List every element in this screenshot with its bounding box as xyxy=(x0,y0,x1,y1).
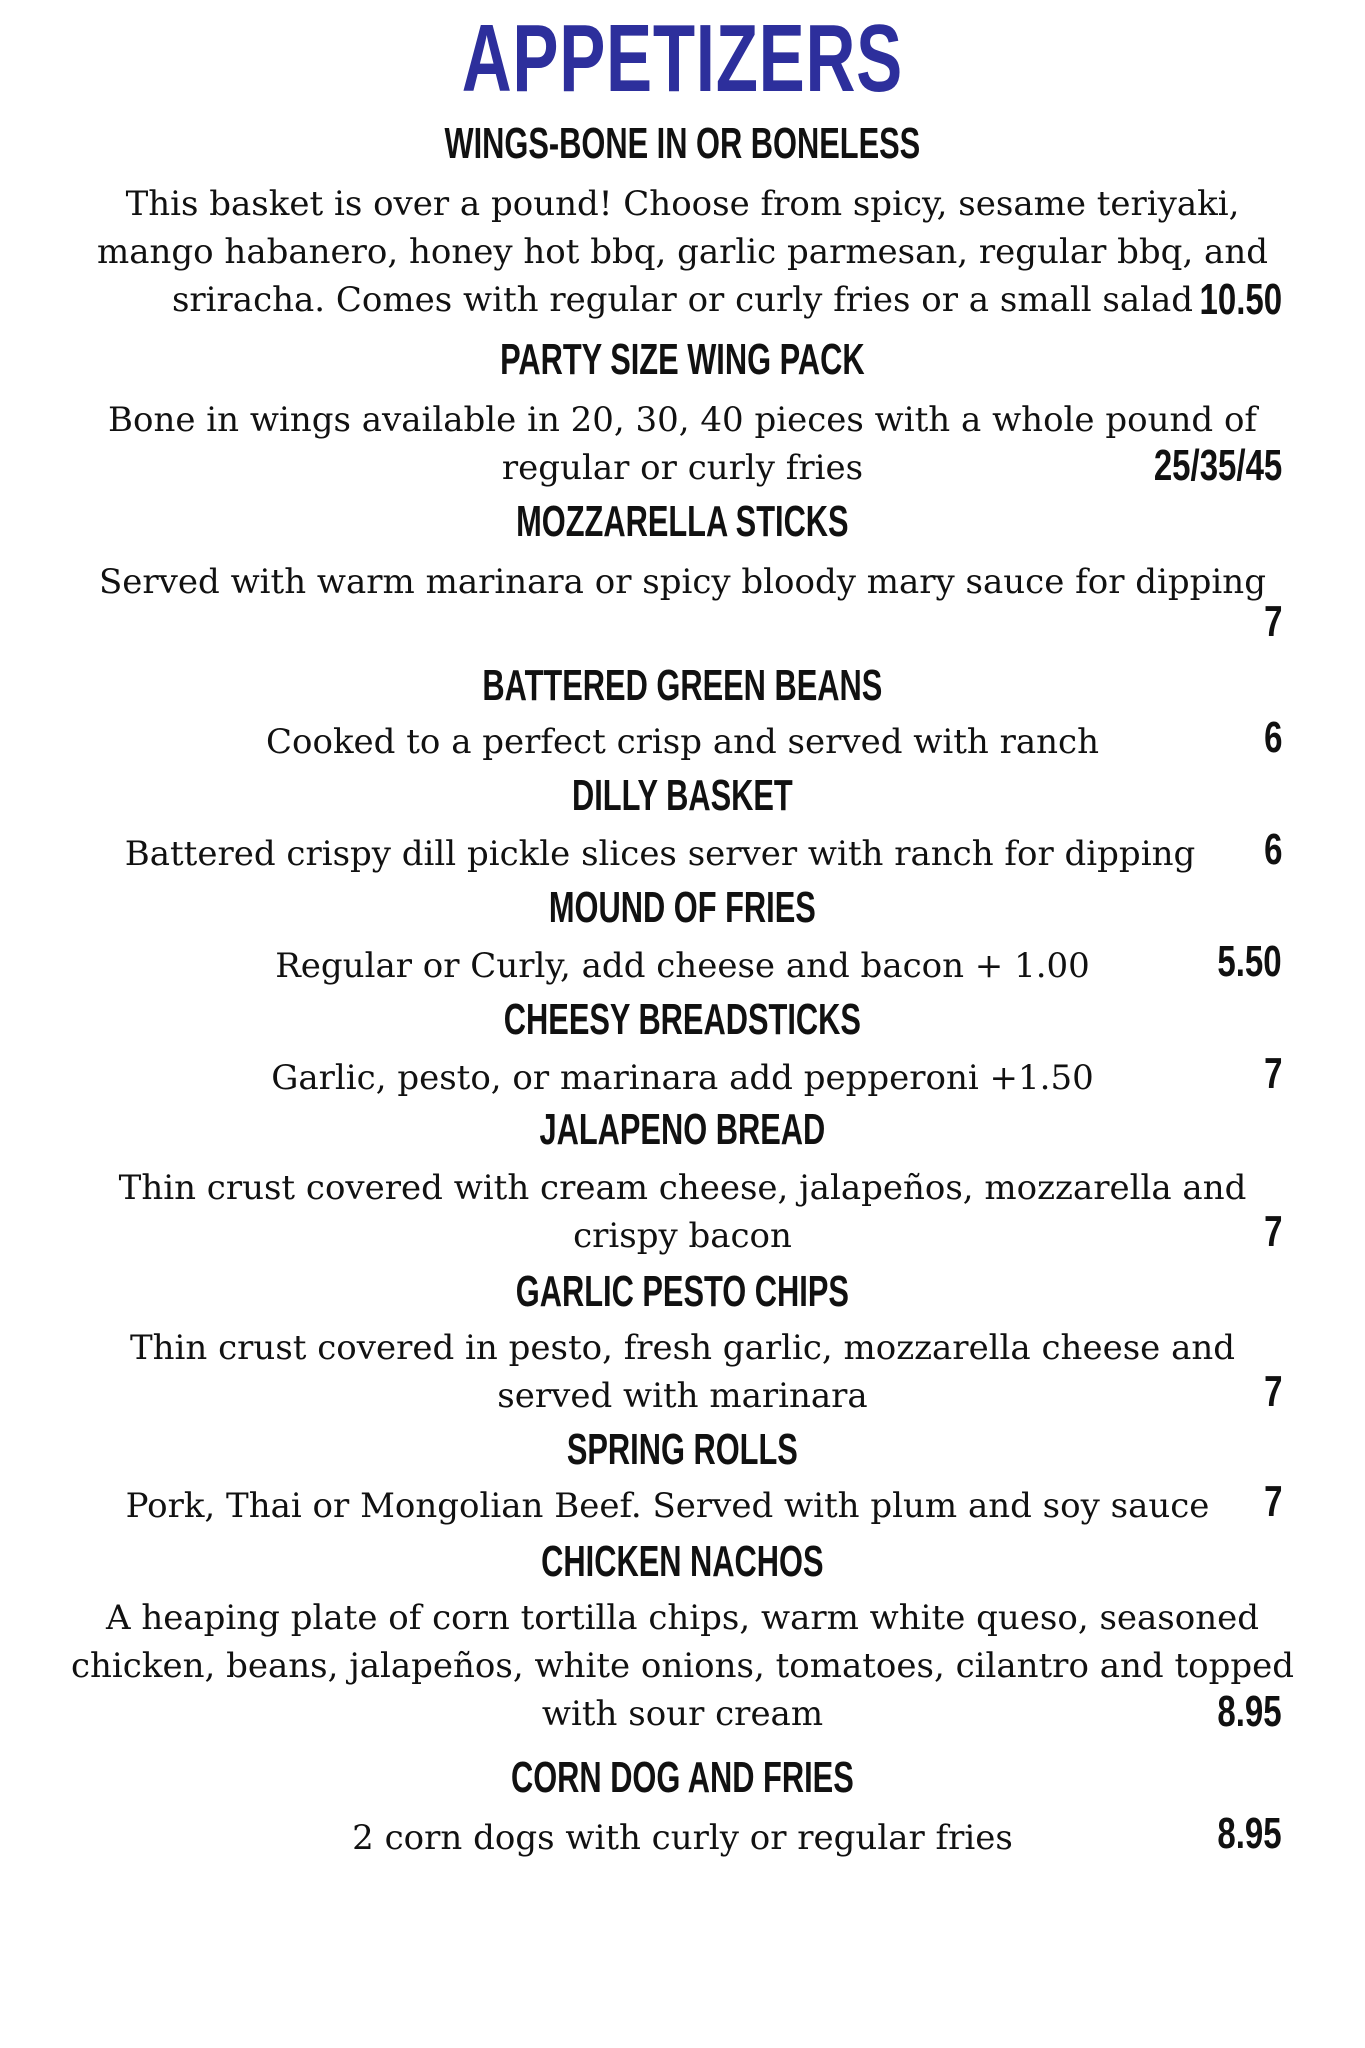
item-price-party-wing-pack: 25/35/45 xyxy=(1153,441,1282,490)
item-name-mound-of-fries: MOUND OF FRIES xyxy=(548,883,816,932)
item-price-chicken-nachos: 8.95 xyxy=(1217,1687,1282,1736)
item-price-dilly-basket: 6 xyxy=(1263,825,1282,874)
item-description-party-wing-pack: Bone in wings available in 20, 30, 40 pieces with a whole pound of regular or curly fries xyxy=(107,400,1258,488)
item-price-spring-rolls: 7 xyxy=(1263,1477,1282,1526)
item-description-wings: This basket is over a pound! Choose from spicy, sesame teriyaki, mango habanero, honey hot bbq, garlic parmesan, regular bbq, and sriracha. Comes with regular or curly fries or a small salad xyxy=(96,184,1268,320)
item-description-jalapeno-bread: Thin crust covered with cream cheese, jalapeños, mozzarella and crispy bacon xyxy=(118,1168,1247,1256)
item-name-chicken-nachos: CHICKEN NACHOS xyxy=(541,1537,824,1586)
item-price-wings: 10.50 xyxy=(1199,275,1282,324)
item-name-spring-rolls: SPRING ROLLS xyxy=(566,1425,798,1474)
item-description-mound-of-fries: Regular or Curly, add cheese and bacon + 1.00 xyxy=(275,946,1090,986)
menu-title: APPETIZERS xyxy=(461,5,903,112)
item-description-dilly-basket: Battered crispy dill pickle slices server with ranch for dipping xyxy=(124,834,1196,874)
item-price-mound-of-fries: 5.50 xyxy=(1217,937,1282,986)
item-price-garlic-pesto-chips: 7 xyxy=(1263,1367,1282,1416)
item-description-mozzarella-sticks: Served with warm marinara or spicy bloody mary sauce for dipping xyxy=(99,562,1266,602)
item-name-corn-dog-and-fries: CORN DOG AND FRIES xyxy=(510,1753,854,1802)
item-name-wings: WINGS-BONE IN OR BONELESS xyxy=(444,119,921,168)
item-price-battered-green-beans: 6 xyxy=(1263,713,1282,762)
item-name-cheesy-breadsticks: CHEESY BREADSTICKS xyxy=(503,995,861,1044)
item-description-chicken-nachos: A heaping plate of corn tortilla chips, warm white queso, seasoned chicken, beans, jalapeños, white onions, tomatoes, cilantro and topped with sour cream xyxy=(70,1598,1295,1734)
item-description-cheesy-breadsticks: Garlic, pesto, or marinara add pepperoni +1.50 xyxy=(271,1058,1094,1098)
item-name-battered-green-beans: BATTERED GREEN BEANS xyxy=(482,661,883,710)
item-price-cheesy-breadsticks: 7 xyxy=(1263,1049,1282,1098)
item-description-garlic-pesto-chips: Thin crust covered in pesto, fresh garlic, mozzarella cheese and served with marinara xyxy=(129,1328,1236,1416)
item-name-jalapeno-bread: JALAPENO BREAD xyxy=(539,1105,826,1154)
item-price-corn-dog-and-fries: 8.95 xyxy=(1217,1809,1282,1858)
item-description-battered-green-beans: Cooked to a perfect crisp and served with ranch xyxy=(266,722,1099,762)
item-description-spring-rolls: Pork, Thai or Mongolian Beef. Served with plum and soy sauce xyxy=(125,1486,1210,1526)
item-description-corn-dog-and-fries: 2 corn dogs with curly or regular fries xyxy=(352,1818,1013,1858)
item-name-dilly-basket: DILLY BASKET xyxy=(571,771,793,820)
item-price-jalapeno-bread: 7 xyxy=(1263,1207,1282,1256)
item-name-garlic-pesto-chips: GARLIC PESTO CHIPS xyxy=(515,1267,849,1316)
item-name-mozzarella-sticks: MOZZARELLA STICKS xyxy=(516,497,849,546)
item-name-party-wing-pack: PARTY SIZE WING PACK xyxy=(500,335,865,384)
item-price-mozzarella-sticks: 7 xyxy=(1263,597,1282,646)
